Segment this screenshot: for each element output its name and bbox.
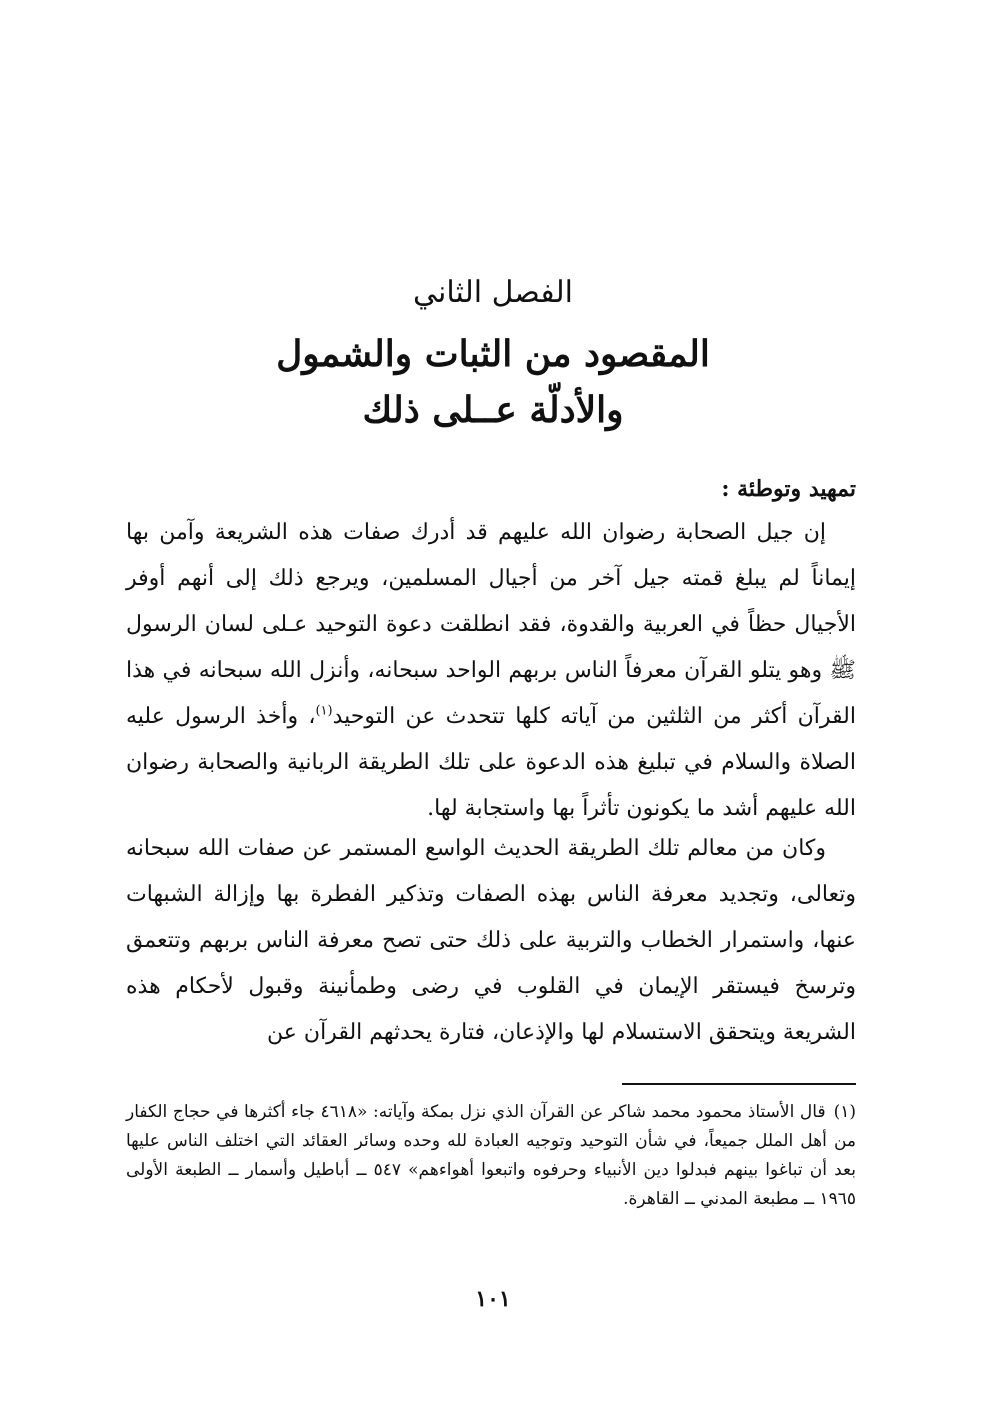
body-paragraph-2 xyxy=(126,826,856,1056)
paragraph-1-text-a: إن جيل الصحابة رضوان الله عليهم قد أدرك صفات هذه الشريعة وآمن بها إيماناً لم يبلغ قمته جيل آخر من أجيال المسلمين، ويرجع ذلك إلى أنهم أوفر الأجيال حظاً في العربية والقدوة، فقد انطلقت دعوة التوحيد عـلى لسان الرسول ﷺ وهو يتلو القرآن معرفاً الناس بربهم الواحد سبحانه، وأنزل الله سبحانه في هذا القرآن أكثر من الثلثين من آياته كلها تتحدث عن التوحيد xyxy=(126,520,856,729)
page-number: ١٠١ xyxy=(475,1286,511,1312)
footnote-marker: (١) xyxy=(833,1102,857,1122)
paragraph-1-text-b: ، وأخذ الرسول عليه الصلاة والسلام في تبليغ هذه الدعوة على تلك الطريقة الربانية والصحابة رضوان الله عليهم أشد ما يكونون تأثراً بها واستجابة لها. xyxy=(126,704,856,821)
chapter-number: الفصل الثاني xyxy=(413,275,573,310)
section-heading: تمهيد وتوطئة : xyxy=(721,476,856,502)
body-paragraph-1 xyxy=(126,510,856,832)
footnote-reference[interactable]: (١) xyxy=(315,703,333,719)
footnote-separator xyxy=(622,1083,856,1085)
footnote-text: قال الأستاذ محمود محمد شاكر عن القرآن الذي نزل بمكة وآياته: «٤٦١٨ جاء أكثرها في حجاج الكفار من أهل الملل جميعاً، في شأن التوحيد وتوجيه العبادة لله وحده وسائر العقائد التي اختلف الناس عليها بعد أن تباغوا بينهم فبدلوا دين الأنبياء وحرفوه واتبعوا أهواءهم» ٥٤٧ ــ أباطيل وأسمار ــ الطبعة الأولى ١٩٦٥ ــ مطبعة المدني ــ القاهرة. xyxy=(126,1102,856,1209)
chapter-title-line2: والأدلّة عــلى ذلك xyxy=(362,389,624,431)
chapter-title-line1: المقصود من الثبات والشمول xyxy=(276,333,710,375)
footnote xyxy=(126,1098,856,1214)
paragraph-2-text: وكان من معالم تلك الطريقة الحديث الواسع المستمر عن صفات الله سبحانه وتعالى، وتجديد معرفة الناس بهذه الصفات وتذكير الفطرة بها وإزالة الشبهات عنها، واستمرار الخطاب والتربية على ذلك حتى تصح معرفة الناس بربهم وتتعمق وترسخ فيستقر الإيمان في القلوب في رضى وطمأنينة وقبول لأحكام هذه الشريعة ويتحقق الاستسلام لها والإذعان، فتارة يحدثهم القرآن عن xyxy=(126,836,857,1045)
